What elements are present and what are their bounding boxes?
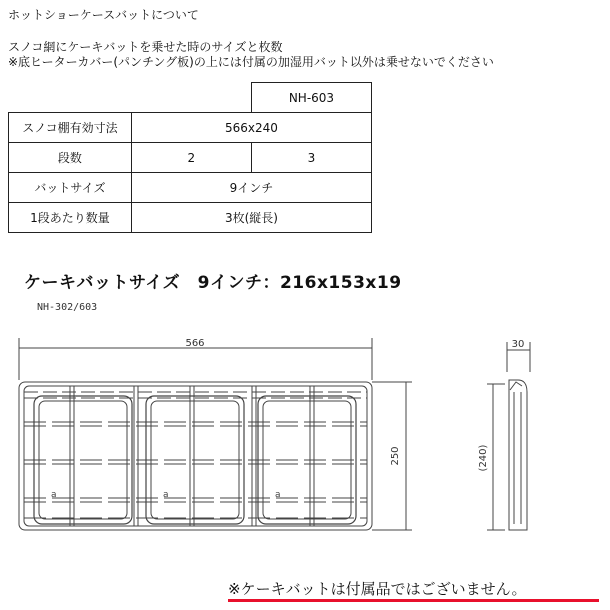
- row-value-3-tiers: 3: [251, 143, 371, 173]
- height-dimension: [372, 382, 412, 530]
- row-value-2-tiers: 2: [131, 143, 251, 173]
- svg-text:a: a: [275, 490, 281, 500]
- width-dimension: [19, 338, 372, 380]
- row-label: 1段あたり数量: [9, 203, 132, 233]
- cake-pan-size: ケーキバットサイズ 9インチ：216x153x19: [24, 273, 402, 293]
- row-value: 3枚(縦長): [131, 203, 371, 233]
- dim-width-label: 566: [185, 338, 205, 349]
- note-not-included: ※ケーキバットは付属品ではございません。: [228, 580, 527, 598]
- svg-text:a: a: [51, 490, 57, 500]
- drawing-model-label: NH-302/603: [37, 302, 98, 313]
- row-label: スノコ棚有効寸法: [9, 113, 132, 143]
- row-label: 段数: [9, 143, 132, 173]
- note-underline: [228, 599, 599, 602]
- intro-line-1: スノコ網にケーキバットを乗せた時のサイズと枚数: [8, 40, 283, 54]
- dim-height-label: 250: [390, 446, 401, 466]
- intro-line-2: ※底ヒーターカバー(パンチング板)の上には付属の加湿用バット以外は乗せないでください: [8, 55, 494, 69]
- dim-inner-height-label: (240): [478, 444, 489, 472]
- dim-depth-label: 30: [511, 339, 525, 350]
- rack-frame: [19, 382, 372, 530]
- row-label: バットサイズ: [9, 173, 132, 203]
- row-value: 9インチ: [131, 173, 371, 203]
- side-view: [478, 339, 530, 530]
- row-value: 566x240: [131, 113, 371, 143]
- svg-text:a: a: [163, 490, 169, 500]
- page-heading: ホットショーケースバットについて: [8, 8, 199, 22]
- model-header-cell: NH-603: [251, 83, 371, 113]
